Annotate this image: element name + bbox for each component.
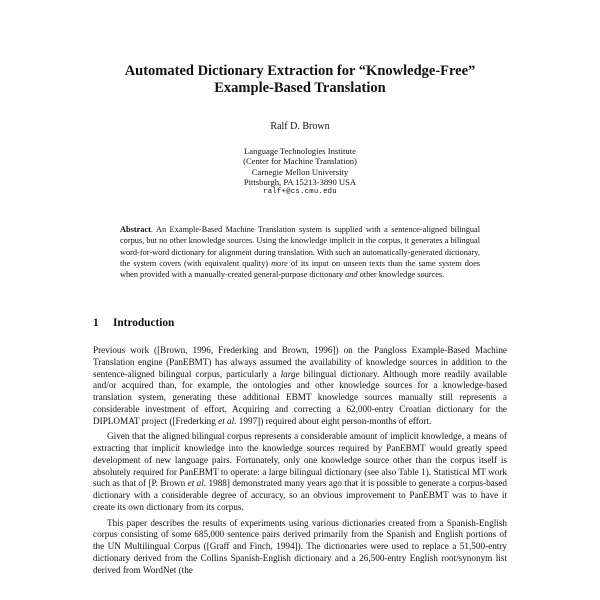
paragraph xyxy=(93,431,507,513)
affiliation-block xyxy=(60,146,540,197)
abstract-emphasis: and xyxy=(345,270,358,280)
paragraph-emphasis: large xyxy=(280,368,300,379)
abstract-label: Abstract xyxy=(120,225,151,234)
paragraph-text: Given that the aligned bilingual corpus represents a considerable amount of implicit knowledge, a means of extracting that implicit knowledge into the knowledge sources required by PanEBMT would greatly speed development of new language pairs. Fortunately, only one knowledge source other than the corpus itself is absolutely required for PanEBMT to operate: a large bilingual dictionary (see also Table 1). Statistical MT work such as that of [P. Brown xyxy=(93,431,507,489)
abstract xyxy=(120,224,480,280)
paragraph-text: bilingual dictionary. Although more readily available and/or acquired than, for example, the ontologies and other knowledge sources for a knowledge-based translation system, generating these additional EBMT knowledge sources manually still represents a considerable investment of effort. Acquiring and correcting a 62,000-entry Croatian dictionary for the DIPLOMAT project ([Frederking xyxy=(93,368,507,426)
abstract-text: . An Example-Based Machine Translation system is supplied with a sentence-aligned bilingual corpus, but no other knowledge sources. Using the knowledge implicit in the corpus, it generates a bilingual word-for-word dictionary for alignment during translation. With such an automatically-generated dictionary, the system covers (with equivalent quality) xyxy=(120,225,480,268)
paragraph-text: Previous work ([Brown, 1996, Frederking and Brown, 1996]) on the Pangloss Example-Based Machine Translation engine (PanEBMT) has always assumed the availability of knowledge sources in addition to the sentence-aligned bilingual corpus, particularly a xyxy=(93,345,507,379)
affiliation-line: Carnegie Mellon University xyxy=(251,166,349,177)
abstract-emphasis: more xyxy=(271,258,288,268)
body-text xyxy=(93,345,507,580)
section-heading xyxy=(93,317,174,330)
paragraph-emphasis: et al. xyxy=(187,478,207,489)
abstract-text: other knowledge sources. xyxy=(357,270,445,280)
section-title: Introduction xyxy=(113,317,175,329)
paragraph-text: 1997]) required about eight person-months of effort. xyxy=(236,415,432,426)
author-name: Ralf D. Brown xyxy=(270,121,330,132)
abstract-text: of its input on unseen texts than the same system does when provided with a manually-created general-purpose dictionary xyxy=(120,258,480,280)
title-line-2: Example-Based Translation xyxy=(214,80,386,96)
paragraph-emphasis: et al. xyxy=(218,415,237,426)
paragraph-text: 1988] demonstrated many years ago that it is possible to generate a corpus-based dictionary with a considerable degree of accuracy, so an obvious improvement to PanEBMT was to have it create its own dictionary from its corpus. xyxy=(93,478,507,512)
affiliation-line: Pittsburgh, PA 15213-3890 USA xyxy=(243,176,357,187)
affiliation-line: Language Technologies Institute xyxy=(244,146,356,156)
section-number: 1 xyxy=(93,317,99,329)
author-email: ralf+@cs.cmu.edu xyxy=(263,188,337,197)
paper-title xyxy=(60,63,540,97)
title-line-1: Automated Dictionary Extraction for “Knowledge-Free” xyxy=(124,63,476,79)
paragraph xyxy=(93,345,507,427)
affiliation-line: (Center for Machine Translation) xyxy=(243,156,357,167)
paragraph: This paper describes the results of experiments using various dictionaries created from a Spanish-English corpus consisting of some 685,000 sentence pairs derived primarily from the Spanish and English portions of the UN Multilingual Corpus ([Graff and Finch, 1994]). The dictionaries were used to replace a 51,500-entry dictionary derived from the Collins Spanish-English dictionary and a 26,500-entry English root/synonym list derived from WordNet (the xyxy=(93,517,507,575)
